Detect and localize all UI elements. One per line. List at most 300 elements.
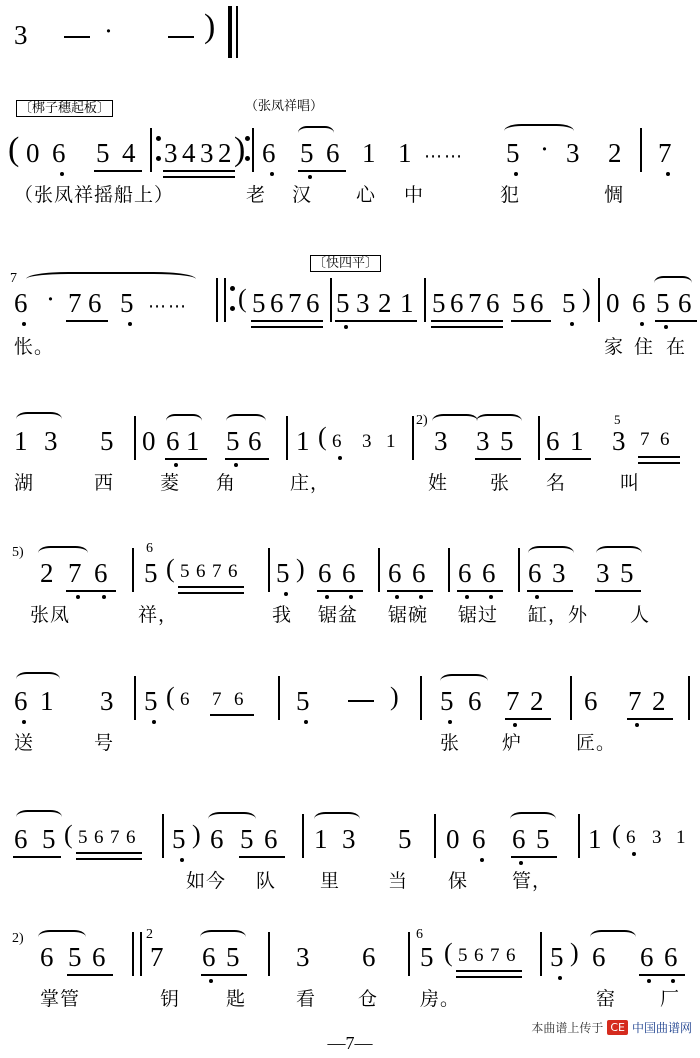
- paren-open: (: [64, 820, 73, 849]
- slur: [16, 810, 62, 824]
- low-octave-dot: [419, 595, 423, 599]
- barline: [420, 676, 422, 720]
- lyric-text: 号: [94, 732, 115, 754]
- note-5: 5: [276, 558, 290, 588]
- note-4: 4: [182, 138, 196, 168]
- note-6: 6: [632, 288, 646, 318]
- note-5: 5: [144, 686, 158, 716]
- note-0: 0: [26, 138, 40, 168]
- beam-line: [639, 974, 685, 976]
- barline: [598, 278, 600, 322]
- lyric-text: 庄，: [290, 472, 331, 494]
- beam-line: [545, 458, 591, 460]
- repeat-dot: [245, 136, 250, 141]
- first-ending-marker: 5): [12, 545, 24, 560]
- lyric-text: 张: [490, 472, 511, 494]
- lyric-text: 中: [404, 184, 425, 206]
- slur: [16, 412, 62, 426]
- beam-line: [178, 586, 244, 588]
- beam-line: [655, 320, 697, 322]
- lyric-text: 如今: [186, 870, 227, 892]
- low-octave-dot: [128, 322, 132, 326]
- note-5: 5: [180, 561, 190, 582]
- note-3: 3: [100, 686, 114, 716]
- note-6: 6: [14, 686, 28, 716]
- paren-close: ): [234, 131, 246, 168]
- low-octave-dot: [519, 861, 523, 865]
- note-5: 5: [420, 942, 434, 972]
- barline: [448, 548, 450, 592]
- note-1: 1: [398, 138, 412, 168]
- low-octave-dot: [514, 172, 518, 176]
- beam-line: [239, 856, 285, 858]
- barline: [540, 932, 542, 976]
- note-6: 6: [482, 558, 496, 588]
- note-2: 2: [530, 686, 544, 716]
- note-5: 5: [296, 686, 310, 716]
- beam-line: [457, 590, 503, 592]
- lyric-text: 匙: [226, 988, 247, 1010]
- note-5: 5: [252, 288, 266, 318]
- credit-text: 本曲谱上传于: [531, 1021, 604, 1035]
- lyric-text: 炉: [502, 732, 523, 754]
- lyric-text: 房。: [420, 988, 461, 1010]
- barline: [688, 676, 690, 720]
- beam-line: [225, 458, 269, 460]
- note-6: 6: [306, 288, 320, 318]
- note-3: 3: [476, 426, 490, 456]
- note-6: 6: [52, 138, 66, 168]
- note-6: 6: [546, 426, 560, 456]
- note-5: 5: [300, 138, 314, 168]
- note-2: 2: [218, 138, 232, 168]
- lyric-text: 里: [320, 870, 341, 892]
- barline: [578, 814, 580, 858]
- note-5: 5: [536, 824, 550, 854]
- note-2: 2: [40, 558, 54, 588]
- duration-dash: [168, 36, 194, 38]
- barline: [216, 278, 218, 322]
- note-6: 6: [326, 138, 340, 168]
- note-6: 6: [94, 827, 104, 848]
- beam-line: [456, 970, 522, 972]
- barline-final: [228, 6, 232, 58]
- beam-line: [638, 456, 680, 458]
- beam-line: [66, 590, 116, 592]
- barline: [150, 128, 152, 172]
- lyric-text: 住: [634, 336, 655, 358]
- barline: [518, 548, 520, 592]
- note-6: 6: [342, 558, 356, 588]
- note-5: 5: [68, 942, 82, 972]
- beam-line-2: [431, 326, 503, 328]
- note-3: 3: [434, 426, 448, 456]
- beam-line: [201, 974, 247, 976]
- note-6: 6: [474, 945, 484, 966]
- note-7: 7: [212, 561, 222, 582]
- augmentation-dot: ·: [104, 16, 113, 46]
- low-octave-dot: [666, 172, 670, 176]
- beam-line: [76, 852, 142, 854]
- note-5: 5: [226, 426, 240, 456]
- low-octave-dot: [664, 325, 668, 329]
- lyric-text: 角: [216, 472, 237, 494]
- note-6: 6: [528, 558, 542, 588]
- note-7: 7: [640, 429, 650, 450]
- lyric-text: 家: [604, 336, 625, 358]
- note-2: 2: [652, 686, 666, 716]
- singer-mark: （张凤祥唱）: [245, 99, 324, 114]
- note-6: 6: [270, 288, 284, 318]
- note-7: 7: [212, 689, 222, 710]
- lyric-text: 当: [388, 870, 409, 892]
- repeat-dot: [245, 156, 250, 161]
- beam-line: [66, 320, 108, 322]
- note-4: 4: [122, 138, 136, 168]
- note-6: 6: [88, 288, 102, 318]
- beam-line: [511, 320, 551, 322]
- low-octave-dot: [174, 463, 178, 467]
- note-6: 6: [450, 288, 464, 318]
- barline: [134, 416, 136, 460]
- note-1: 1: [14, 426, 28, 456]
- lyric-text: 名: [546, 472, 567, 494]
- lyric-text: 锯过: [458, 604, 499, 626]
- note-6: 6: [234, 689, 244, 710]
- note-5: 5: [458, 945, 468, 966]
- lyric-text: 心: [356, 184, 377, 206]
- note-3: 3: [342, 824, 356, 854]
- lyric-text: 窑: [596, 988, 617, 1010]
- note-5: 5: [240, 824, 254, 854]
- note-6: 6: [14, 824, 28, 854]
- barline: [538, 416, 540, 460]
- octave-marker-6: 6: [146, 541, 153, 556]
- lyric-text: 锯盆: [318, 604, 359, 626]
- low-octave-dot: [535, 595, 539, 599]
- beam-line: [475, 458, 521, 460]
- lyric-text: 汉: [292, 184, 313, 206]
- note-3: 3: [362, 431, 372, 452]
- lyric-text: 锯碗: [388, 604, 429, 626]
- note-1: 1: [676, 827, 686, 848]
- dotted-leader: ⋯⋯: [424, 146, 464, 167]
- tempo-mark-kuaisiping: 〔快四平〕: [310, 255, 381, 272]
- paren-close: ): [204, 8, 216, 45]
- paren-close: ): [296, 554, 305, 583]
- note-1: 1: [296, 426, 310, 456]
- note-5: 5: [42, 824, 56, 854]
- note-6: 6: [626, 827, 636, 848]
- beam-line: [210, 714, 254, 716]
- beam-line: [595, 590, 641, 592]
- beam-line: [335, 320, 417, 322]
- note-3: 3: [612, 426, 626, 456]
- barline: [286, 416, 288, 460]
- note-6: 6: [14, 288, 28, 318]
- lyric-text: 仓: [358, 988, 379, 1010]
- low-octave-dot: [344, 325, 348, 329]
- note-3: 3: [296, 942, 310, 972]
- lyric-text: 菱: [160, 472, 181, 494]
- low-octave-dot: [338, 456, 342, 460]
- beam-line: [317, 590, 363, 592]
- repeat-dot: [156, 156, 161, 161]
- barline: [570, 676, 572, 720]
- lyric-text: 姓: [428, 472, 449, 494]
- beam-line: [505, 718, 551, 720]
- note-6: 6: [660, 429, 670, 450]
- note-6: 6: [512, 824, 526, 854]
- note-6: 6: [664, 942, 678, 972]
- barline-final-2: [236, 6, 238, 58]
- note-2: 2: [608, 138, 622, 168]
- note-1: 1: [570, 426, 584, 456]
- beam-line: [298, 170, 346, 172]
- note-5: 5: [398, 824, 412, 854]
- lyric-text: 匠。: [576, 732, 617, 754]
- note-3: 3: [164, 138, 178, 168]
- note-5: 5: [562, 288, 576, 318]
- low-octave-dot: [632, 852, 636, 856]
- paren-open: (: [318, 422, 327, 451]
- note-1: 1: [400, 288, 414, 318]
- low-octave-dot: [671, 979, 675, 983]
- repeat-dot: [156, 136, 161, 141]
- low-octave-dot: [76, 595, 80, 599]
- beam-line-2: [76, 858, 142, 860]
- beam-line: [165, 458, 207, 460]
- note-6: 6: [126, 827, 136, 848]
- note-0: 0: [446, 824, 460, 854]
- barline: [132, 932, 134, 976]
- beam-line: [67, 974, 113, 976]
- note-6: 6: [264, 824, 278, 854]
- note-7-high: 7: [10, 271, 17, 286]
- note-5: 5: [550, 942, 564, 972]
- beam-line-2: [251, 326, 323, 328]
- lyric-text: 队: [256, 870, 277, 892]
- low-octave-dot: [570, 322, 574, 326]
- low-octave-dot: [558, 976, 562, 980]
- barline: [302, 814, 304, 858]
- note-7: 7: [150, 942, 164, 972]
- paren-open: (: [612, 820, 621, 849]
- note-6: 6: [472, 824, 486, 854]
- barline: [268, 932, 270, 976]
- low-octave-dot: [152, 720, 156, 724]
- note-1: 1: [386, 431, 396, 452]
- barline: [224, 278, 226, 322]
- low-octave-dot: [234, 463, 238, 467]
- note-0: 0: [606, 288, 620, 318]
- lyric-text: 张: [440, 732, 461, 754]
- beam-line-2: [178, 592, 244, 594]
- barline: [268, 548, 270, 592]
- low-octave-dot: [513, 723, 517, 727]
- note-6: 6: [262, 138, 276, 168]
- low-octave-dot: [270, 172, 274, 176]
- lyric-text: 掌管: [40, 988, 81, 1010]
- low-octave-dot: [102, 595, 106, 599]
- slur: [596, 546, 642, 560]
- note-7: 7: [658, 138, 672, 168]
- low-octave-dot: [465, 595, 469, 599]
- note-2: 2: [378, 288, 392, 318]
- paren-open: (: [444, 938, 453, 967]
- paren-open: (: [166, 554, 175, 583]
- note-6: 6: [318, 558, 332, 588]
- note-7: 7: [490, 945, 500, 966]
- repeat-dot: [230, 306, 235, 311]
- note-7: 7: [506, 686, 520, 716]
- note-7: 7: [628, 686, 642, 716]
- note-5: 5: [120, 288, 134, 318]
- beam-line-2: [163, 176, 235, 178]
- barline: [278, 676, 280, 720]
- note-5: 5: [226, 942, 240, 972]
- note-6: 6: [196, 561, 206, 582]
- lyric-text: 送: [14, 732, 35, 754]
- note-7: 7: [68, 288, 82, 318]
- note-5: 5: [512, 288, 526, 318]
- note-5: 5: [100, 426, 114, 456]
- low-octave-dot: [180, 858, 184, 862]
- note-5: 5: [78, 827, 88, 848]
- beam-line: [387, 590, 433, 592]
- beam-line: [527, 590, 573, 592]
- barline: [640, 128, 642, 172]
- low-octave-dot: [635, 723, 639, 727]
- low-octave-dot: [349, 595, 353, 599]
- lyric-text: 犯: [500, 184, 521, 206]
- lyric-text: 湖: [14, 472, 35, 494]
- note-1: 1: [40, 686, 54, 716]
- note-3: 3: [14, 20, 28, 50]
- note-6: 6: [92, 942, 106, 972]
- note-6: 6: [180, 689, 190, 710]
- note-7: 7: [110, 827, 120, 848]
- lyric-text: 管，: [512, 870, 553, 892]
- barline: [408, 932, 410, 976]
- slur: [16, 672, 60, 686]
- barline: [162, 814, 164, 858]
- note-6: 6: [530, 288, 544, 318]
- beam-line: [94, 170, 142, 172]
- barline: [434, 814, 436, 858]
- note-3: 3: [200, 138, 214, 168]
- duration-dash: [348, 700, 374, 702]
- low-octave-dot: [22, 720, 26, 724]
- note-3: 3: [596, 558, 610, 588]
- beam-line: [431, 320, 503, 322]
- barline: [252, 128, 254, 172]
- second-ending-marker: 2): [416, 413, 428, 428]
- low-octave-dot: [647, 979, 651, 983]
- paren-close: ): [582, 284, 591, 313]
- note-1: 1: [588, 824, 602, 854]
- low-octave-dot: [60, 172, 64, 176]
- note-1: 1: [362, 138, 376, 168]
- note-1: 1: [186, 426, 200, 456]
- note-6: 6: [506, 945, 516, 966]
- second-ending-marker: 2): [12, 931, 24, 946]
- lyric-text: 看: [296, 988, 317, 1010]
- beam-line: [511, 856, 557, 858]
- note-5: 5: [500, 426, 514, 456]
- note-6: 6: [228, 561, 238, 582]
- note-5: 5: [506, 138, 520, 168]
- note-6: 6: [412, 558, 426, 588]
- note-6: 6: [592, 942, 606, 972]
- repeat-dot: [230, 286, 235, 291]
- low-octave-dot: [325, 595, 329, 599]
- lyric-text: 惆: [604, 184, 625, 206]
- note-3: 3: [566, 138, 580, 168]
- lyric-text: 厂: [660, 988, 681, 1010]
- paren-open: (: [238, 284, 247, 313]
- lyric-text: 祥，: [138, 604, 179, 626]
- paren-close: ): [390, 682, 399, 711]
- note-5: 5: [336, 288, 350, 318]
- low-octave-dot: [448, 720, 452, 724]
- dotted-leader: ⋯⋯: [148, 296, 188, 317]
- barline: [140, 932, 142, 976]
- low-octave-dot: [209, 979, 213, 983]
- note-6: 6: [678, 288, 692, 318]
- note-5: 5: [96, 138, 110, 168]
- slur: [476, 414, 522, 428]
- beam-line-2: [638, 462, 680, 464]
- lyric-text: 缸，外: [528, 604, 589, 626]
- barline: [330, 278, 332, 322]
- note-5: 5: [432, 288, 446, 318]
- low-octave-dot: [489, 595, 493, 599]
- lyric-text: 西: [94, 472, 115, 494]
- note-0: 0: [142, 426, 156, 456]
- octave-marker-6: 6: [416, 927, 423, 942]
- site-name: 中国曲谱网: [631, 1021, 692, 1035]
- note-5: 5: [172, 824, 186, 854]
- note-1: 1: [314, 824, 328, 854]
- low-octave-dot: [308, 175, 312, 179]
- note-3: 3: [552, 558, 566, 588]
- note-5: 5: [144, 558, 158, 588]
- paren-close: ): [570, 938, 579, 967]
- note-6: 6: [210, 824, 224, 854]
- note-5: 5: [620, 558, 634, 588]
- barline: [424, 278, 426, 322]
- note-6: 6: [362, 942, 376, 972]
- note-6: 6: [248, 426, 262, 456]
- note-6: 6: [640, 942, 654, 972]
- lyric-text: 在: [666, 336, 687, 358]
- note-7: 7: [68, 558, 82, 588]
- note-6: 6: [94, 558, 108, 588]
- lyric-text: （张凤祥摇船上）: [14, 184, 175, 206]
- slur: [504, 124, 574, 138]
- note-6: 6: [486, 288, 500, 318]
- lyric-text: 人: [630, 604, 651, 626]
- duration-dash: [64, 36, 90, 38]
- lyric-text: 怅。: [14, 336, 55, 358]
- paren-open: (: [166, 682, 175, 711]
- note-6: 6: [388, 558, 402, 588]
- note-7: 7: [288, 288, 302, 318]
- note-6: 6: [166, 426, 180, 456]
- beam-line-2: [456, 976, 522, 978]
- augmentation-dot: ·: [540, 134, 549, 164]
